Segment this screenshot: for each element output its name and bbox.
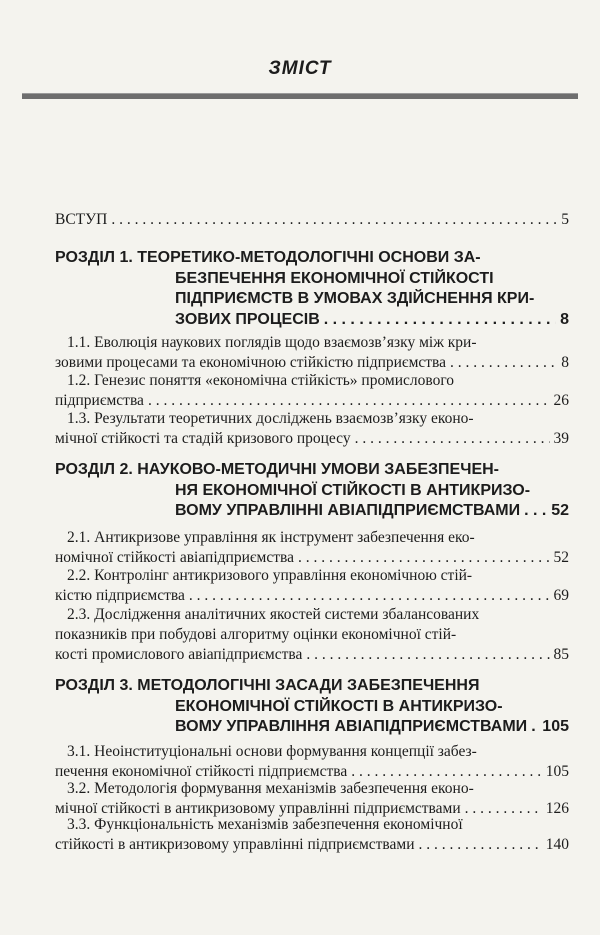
toc-entry-text: печення економічної стійкості підприємства [55, 763, 348, 780]
leader-dots [324, 310, 556, 331]
leader-dots [298, 548, 550, 568]
toc-entry-text: мічної стійкості в антикризовому управлінні підприємствами [55, 800, 461, 817]
toc-entry-text: РОЗДІЛ 2. НАУКОВО-МЕТОДИЧНІ УМОВИ ЗАБЕЗПЕЧЕН- [55, 461, 499, 478]
toc-entry-text: ЗОВИХ ПРОЦЕСІВ [175, 310, 320, 328]
toc-page-number: 5 [561, 211, 569, 228]
leader-dots [306, 645, 549, 665]
toc-page-number: 52 [553, 549, 569, 566]
toc-entry-text: 3.3. Функціональність механізмів забезпечення економічної [67, 816, 463, 833]
toc-entry-text: номічної стійкості авіапідприємства [55, 549, 294, 566]
toc-chapter-2[interactable] [55, 460, 569, 522]
leader-dots [189, 586, 550, 606]
toc-entry-text: зовими процесами та економічною стійкістю підприємства [55, 354, 447, 371]
leader-dots [450, 353, 557, 373]
toc-entry-text: ВОМУ УПРАВЛІННЯ АВІАПІДПРИЄМСТВАМИ [175, 718, 528, 735]
toc-entry-text: РОЗДІЛ 1. ТЕОРЕТИКО-МЕТОДОЛОГІЧНІ ОСНОВИ ЗА- [55, 249, 481, 266]
toc-entry-text: 2.3. Дослідження аналітичних якостей системи збалансованих [67, 606, 480, 623]
toc-page-number: 52 [551, 502, 569, 519]
toc-entry-text: ЕКОНОМІЧНОЇ СТІЙКОСТІ В АНТИКРИЗО- [175, 697, 503, 715]
toc-entry-text: БЕЗПЕЧЕННЯ ЕКОНОМІЧНОЇ СТІЙКОСТІ [175, 269, 494, 287]
page-title: ЗМІСТ [268, 58, 332, 79]
toc-entry-text: 1.3. Результати теоретичних досліджень взаємозв’язку еконо- [67, 410, 474, 427]
toc-entry-text: показників при побудові алгоритму оцінки економічної стій- [55, 626, 457, 643]
toc-section-1-2[interactable] [55, 371, 569, 411]
toc-entry-text: 1.1. Еволюція наукових поглядів щодо взаємозв’язку між кри- [67, 334, 477, 351]
toc-section-3-3[interactable] [55, 815, 569, 855]
toc-chapter-1[interactable] [55, 248, 569, 330]
toc-entry-text: 1.2. Генезис поняття «економічна стійкість» промислового [67, 372, 455, 389]
leader-dots [148, 391, 550, 411]
toc-page-number: 140 [545, 836, 569, 853]
toc-section-2-2[interactable] [55, 566, 569, 606]
toc-entry-text: кості промислового авіапідприємства [55, 646, 303, 663]
leader-dots [419, 835, 542, 855]
toc-page-number: 8 [561, 354, 569, 371]
toc-page-number: 39 [553, 430, 569, 447]
toc-entry-intro[interactable] [55, 210, 569, 230]
toc-page-number: 8 [560, 310, 569, 328]
toc-chapter-3[interactable] [55, 676, 569, 738]
leader-dots [524, 501, 547, 522]
toc-entry-text: ПІДПРИЄМСТВ В УМОВАХ ЗДІЙСНЕННЯ КРИ- [175, 290, 535, 307]
toc-entry-text: 3.2. Методологія формування механізмів забезпечення еконо- [67, 780, 474, 797]
leader-dots [355, 429, 550, 449]
leader-dots [531, 717, 538, 738]
toc-section-3-2[interactable] [55, 779, 569, 819]
toc-entry-text: підприємства [55, 392, 144, 409]
toc-entry-text: мічної стійкості та стадій кризового процесу [55, 430, 351, 447]
toc-entry-text: стійкості в антикризовому управлінні підприємствами [55, 836, 415, 853]
toc-section-1-3[interactable] [55, 409, 569, 449]
toc-entry-text: ВОМУ УПРАВЛІННІ АВІАПІДПРИЄМСТВАМИ [175, 502, 521, 519]
toc-entry-text: 2.2. Контролінг антикризового управління економічною стій- [67, 567, 473, 584]
toc-page-number: 105 [542, 718, 569, 735]
toc-section-2-3[interactable] [55, 605, 569, 665]
toc-entry-text: ВСТУП [55, 211, 108, 228]
toc-entry-text: 2.1. Антикризове управління як інструмент забезпечення еко- [67, 529, 475, 546]
toc-entry-text: НЯ ЕКОНОМІЧНОЇ СТІЙКОСТІ В АНТИКРИЗО- [175, 481, 531, 499]
leader-dots [111, 210, 557, 230]
toc-page-number: 69 [553, 587, 569, 604]
toc-page-number: 105 [545, 763, 569, 780]
toc-entry-text: кістю підприємства [55, 587, 185, 604]
toc-page-number: 26 [553, 392, 569, 409]
toc-section-3-1[interactable] [55, 742, 569, 782]
toc-section-1-1[interactable] [55, 333, 569, 373]
toc-section-2-1[interactable] [55, 528, 569, 568]
toc-page-number: 126 [545, 800, 569, 817]
toc-entry-text: РОЗДІЛ 3. МЕТОДОЛОГІЧНІ ЗАСАДИ ЗАБЕЗПЕЧЕННЯ [55, 677, 480, 694]
toc-entry-text: 3.1. Неоінституціональні основи формування концепції забез- [67, 743, 477, 760]
toc-page-number: 85 [553, 646, 569, 663]
